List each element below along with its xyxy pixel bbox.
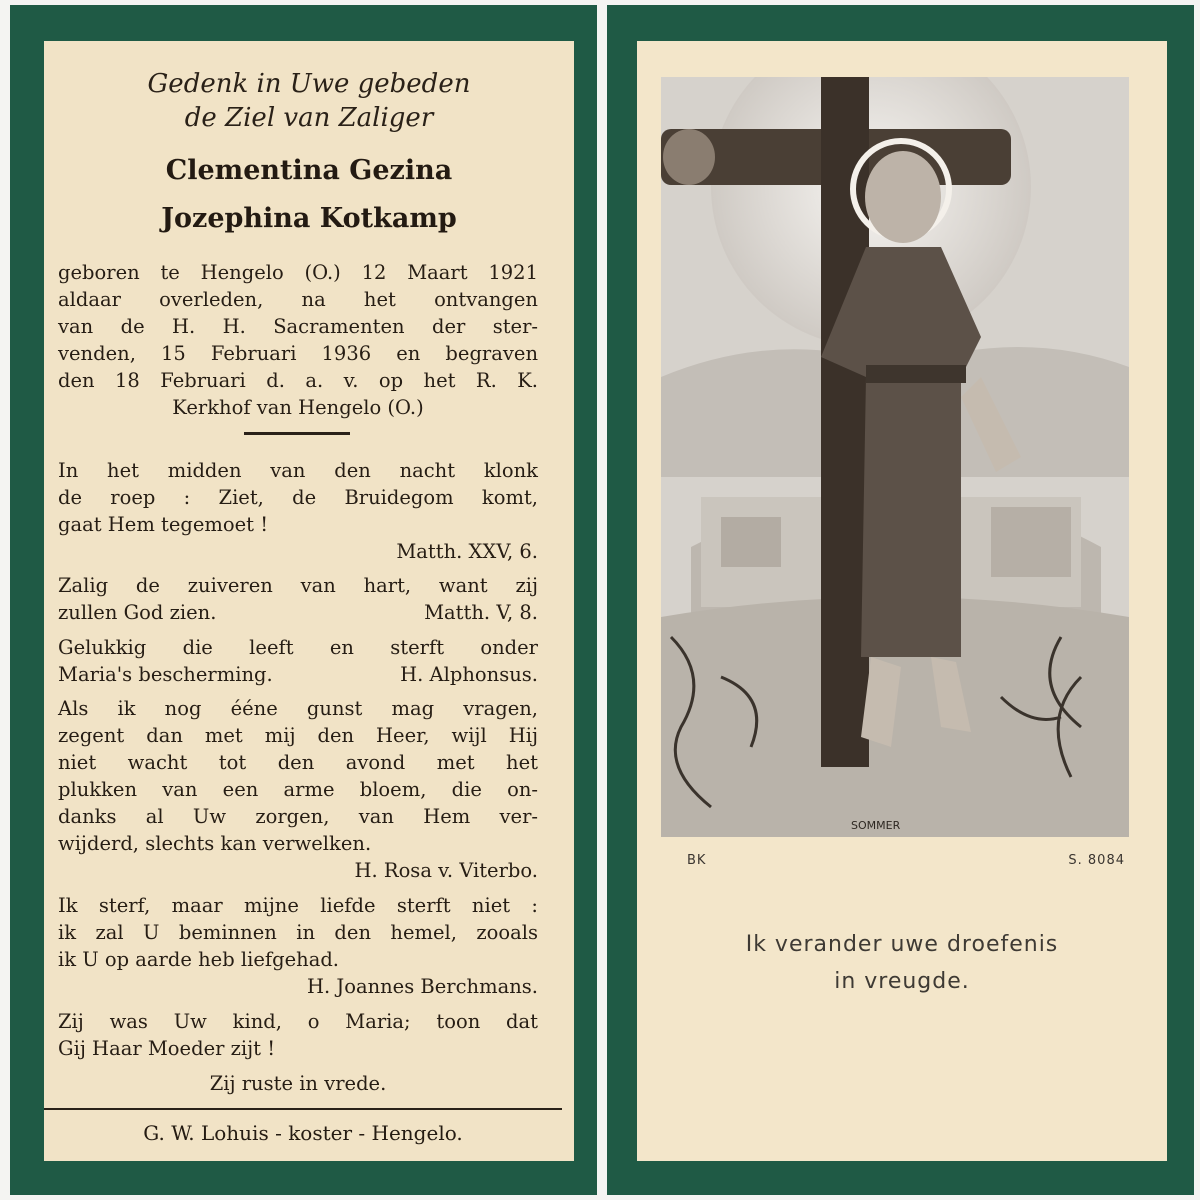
quote-line-1: Ik verander uwe droefenis — [745, 932, 1059, 957]
verse-line: plukken van een arme bloem, die on- — [58, 778, 538, 801]
card-paper — [44, 41, 574, 1161]
verse-line: Als ik nog ééne gunst mag vragen, — [58, 697, 538, 720]
verse-line: Zalig de zuiveren van hart, want zij — [58, 574, 538, 597]
artist-signature: SOMMER — [851, 819, 901, 832]
memorial-card-right — [607, 5, 1194, 1195]
closing-line: Zij ruste in vrede. — [209, 1072, 387, 1095]
verse-line: zegent dan met mij den Heer, wijl Hij — [58, 724, 538, 747]
devotional-illustration — [661, 77, 1129, 837]
verse-line: gaat Hem tegemoet ! — [58, 513, 269, 536]
bio-line: geboren te Hengelo (O.) 12 Maart 1921 — [58, 261, 538, 284]
bio-line: Kerkhof van Hengelo (O.) — [172, 396, 424, 419]
bio-line: aldaar overleden, na het ontvangen — [58, 288, 538, 311]
verse-reference: H. Alphonsus. — [400, 663, 538, 686]
footer-rule — [44, 1108, 562, 1110]
heading-line-2: de Ziel van Zaliger — [184, 103, 434, 133]
verse-line: In het midden van den nacht klonk — [58, 459, 538, 482]
publisher-mark: BK — [687, 853, 707, 868]
verse-reference: Matth. V, 8. — [424, 601, 538, 624]
memorial-card-left — [10, 5, 597, 1195]
child-with-cross-image — [661, 77, 1129, 837]
bio-line: venden, 15 Februari 1936 en begraven — [58, 342, 538, 365]
heading-line-1: Gedenk in Uwe gebeden — [147, 69, 471, 99]
verse-line: de roep : Ziet, de Bruidegom komt, — [58, 486, 538, 509]
verse-line: Zij was Uw kind, o Maria; toon dat — [58, 1010, 538, 1033]
verse-reference: H. Rosa v. Viterbo. — [354, 859, 538, 882]
verse-reference: Matth. XXV, 6. — [396, 540, 538, 563]
bio-line: van de H. H. Sacramenten der ster- — [58, 315, 538, 338]
verse-line: wijderd, slechts kan verwelken. — [58, 832, 372, 855]
divider-rule — [244, 432, 350, 435]
verse-line: niet wacht tot den avond met het — [58, 751, 538, 774]
card-paper — [637, 41, 1167, 1161]
quote-line-2: in vreugde. — [834, 969, 970, 994]
deceased-name-line-2: Jozephina Kotkamp — [161, 203, 457, 234]
verse-line: Maria's bescherming. — [58, 663, 273, 686]
printer-footer: G. W. Lohuis - koster - Hengelo. — [143, 1121, 463, 1145]
verse-line: ik U op aarde heb liefgehad. — [58, 948, 339, 971]
verse-reference: H. Joannes Berchmans. — [306, 975, 538, 998]
deceased-name-line-1: Clementina Gezina — [165, 155, 453, 186]
verse-line: zullen God zien. — [58, 601, 217, 624]
verse-line: danks al Uw zorgen, van Hem ver- — [58, 805, 538, 828]
verse-line: Gelukkig die leeft en sterft onder — [58, 636, 538, 659]
verse-line: ik zal U beminnen in den hemel, zooals — [58, 921, 538, 944]
verse-line: Ik sterf, maar mijne liefde sterft niet : — [58, 894, 538, 917]
bio-line: den 18 Februari d. a. v. op het R. K. — [58, 369, 538, 392]
series-number: S. 8084 — [1068, 853, 1125, 868]
verse-line: Gij Haar Moeder zijt ! — [58, 1037, 276, 1060]
